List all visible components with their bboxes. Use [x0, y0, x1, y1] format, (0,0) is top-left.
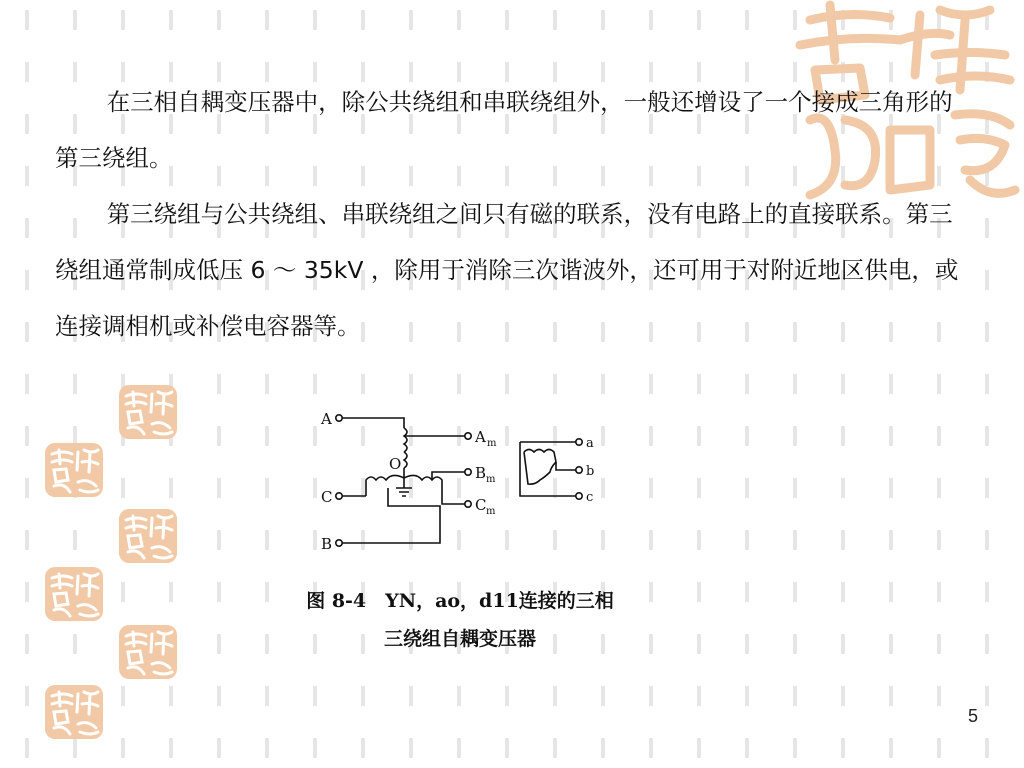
background-dash — [937, 686, 941, 706]
background-dash — [25, 374, 29, 394]
background-dash — [169, 686, 173, 706]
background-dash — [745, 478, 749, 498]
background-dash — [745, 10, 749, 30]
background-dash — [409, 686, 413, 706]
background-dash — [649, 478, 653, 498]
seal-watermark-small — [118, 624, 178, 680]
background-dash — [25, 582, 29, 602]
terminal-label-bm: B — [475, 464, 487, 482]
background-dash — [505, 374, 509, 394]
background-dash — [841, 530, 845, 550]
background-dash — [793, 634, 797, 654]
background-dash — [265, 478, 269, 498]
background-dash — [361, 10, 365, 30]
background-dash — [505, 10, 509, 30]
background-dash — [745, 530, 749, 550]
background-dash — [457, 738, 461, 758]
terminal-label-a: A — [321, 410, 332, 428]
background-dash — [121, 478, 125, 498]
background-dash — [937, 426, 941, 446]
background-dash — [217, 582, 221, 602]
background-dash — [649, 426, 653, 446]
background-dash — [73, 530, 77, 550]
background-dash — [313, 10, 317, 30]
background-dash — [937, 582, 941, 602]
background-dash — [649, 10, 653, 30]
background-dash — [457, 10, 461, 30]
background-dash — [409, 738, 413, 758]
background-dash — [457, 374, 461, 394]
background-dash — [793, 686, 797, 706]
background-dash — [649, 738, 653, 758]
background-dash — [745, 686, 749, 706]
background-dash — [649, 374, 653, 394]
background-dash — [25, 218, 29, 238]
background-dash — [985, 270, 989, 290]
background-dash — [25, 10, 29, 30]
background-dash — [553, 374, 557, 394]
delta-terminal-c: c — [586, 490, 594, 505]
terminal-label-cm: C — [475, 496, 487, 514]
background-dash — [121, 582, 125, 602]
background-dash — [889, 634, 893, 654]
background-dash — [169, 478, 173, 498]
seal-watermark-small — [44, 684, 104, 740]
background-dash — [745, 738, 749, 758]
background-dash — [313, 738, 317, 758]
background-dash — [985, 582, 989, 602]
neutral-label-o: O — [389, 455, 402, 473]
background-dash — [889, 374, 893, 394]
background-dash — [841, 738, 845, 758]
background-dash — [553, 686, 557, 706]
background-dash — [265, 10, 269, 30]
background-dash — [121, 686, 125, 706]
background-dash — [889, 426, 893, 446]
background-dash — [25, 114, 29, 134]
background-dash — [169, 582, 173, 602]
background-dash — [841, 478, 845, 498]
paragraph-third-winding-intro: 在三相自耦变压器中，除公共绕组和串联绕组外，一般还增设了一个接成三角形的第三绕组。 — [55, 88, 953, 172]
background-dash — [361, 738, 365, 758]
background-dash — [841, 374, 845, 394]
background-dash — [937, 478, 941, 498]
background-dash — [265, 530, 269, 550]
background-dash — [985, 322, 989, 342]
background-dash — [217, 738, 221, 758]
background-dash — [313, 686, 317, 706]
background-dash — [25, 738, 29, 758]
background-dash — [937, 634, 941, 654]
background-dash — [121, 10, 125, 30]
background-dash — [121, 738, 125, 758]
background-dash — [25, 426, 29, 446]
figure-caption-line1: 图 8-4 YN，ao，d11连接的三相 — [306, 590, 614, 612]
background-dash — [73, 634, 77, 654]
background-dash — [745, 426, 749, 446]
background-dash — [601, 374, 605, 394]
terminal-label-am: A — [475, 428, 486, 446]
background-dash — [937, 738, 941, 758]
background-dash — [25, 478, 29, 498]
background-dash — [697, 478, 701, 498]
background-dash — [25, 322, 29, 342]
background-dash — [505, 686, 509, 706]
background-dash — [25, 530, 29, 550]
background-dash — [889, 738, 893, 758]
background-dash — [169, 738, 173, 758]
background-dash — [889, 686, 893, 706]
background-dash — [361, 374, 365, 394]
background-dash — [697, 10, 701, 30]
background-dash — [505, 738, 509, 758]
seal-watermark-small — [118, 384, 178, 440]
background-dash — [985, 426, 989, 446]
background-dash — [697, 530, 701, 550]
background-dash — [457, 686, 461, 706]
seal-watermark-small — [44, 566, 104, 622]
terminal-label-bm-sub: m — [486, 474, 496, 485]
background-dash — [745, 582, 749, 602]
background-dash — [601, 10, 605, 30]
background-dash — [793, 582, 797, 602]
background-dash — [217, 10, 221, 30]
background-dash — [793, 530, 797, 550]
background-dash — [985, 478, 989, 498]
background-dash — [985, 374, 989, 394]
background-dash — [217, 374, 221, 394]
paragraph-third-winding-details: 第三绕组与公共绕组、串联绕组之间只有磁的联系，没有电路上的直接联系。第三绕组通常制成低压 6 ～ 35kV ，除用于消除三次谐波外，还可用于对附近地区供电，或连接调相机或补偿电容器等。 — [55, 200, 959, 340]
background-dash — [889, 582, 893, 602]
background-dash — [697, 374, 701, 394]
background-dash — [697, 582, 701, 602]
background-dash — [73, 10, 77, 30]
background-dash — [169, 10, 173, 30]
background-dash — [265, 374, 269, 394]
background-dash — [25, 686, 29, 706]
terminal-label-cm-sub: m — [486, 506, 496, 517]
background-dash — [889, 530, 893, 550]
background-dash — [937, 530, 941, 550]
background-dash — [745, 374, 749, 394]
background-dash — [73, 738, 77, 758]
background-dash — [937, 374, 941, 394]
background-dash — [25, 166, 29, 186]
background-dash — [601, 686, 605, 706]
background-dash — [697, 426, 701, 446]
background-dash — [601, 738, 605, 758]
background-dash — [985, 530, 989, 550]
background-dash — [697, 634, 701, 654]
seal-watermark-small — [118, 508, 178, 564]
delta-terminal-a: a — [586, 436, 594, 451]
background-dash — [697, 738, 701, 758]
background-dash — [841, 634, 845, 654]
background-dash — [217, 530, 221, 550]
terminal-label-am-sub: m — [487, 438, 497, 449]
background-dash — [553, 10, 557, 30]
background-dash — [217, 634, 221, 654]
background-dash — [265, 738, 269, 758]
background-dash — [217, 426, 221, 446]
background-dash — [985, 634, 989, 654]
background-dash — [745, 634, 749, 654]
background-dash — [409, 10, 413, 30]
delta-terminal-b: b — [586, 464, 595, 479]
background-dash — [985, 686, 989, 706]
background-dash — [841, 582, 845, 602]
background-dash — [73, 374, 77, 394]
background-dash — [553, 738, 557, 758]
background-dash — [985, 218, 989, 238]
background-dash — [697, 686, 701, 706]
seal-watermark-small — [44, 442, 104, 498]
background-dash — [841, 426, 845, 446]
background-dash — [217, 478, 221, 498]
terminal-label-c: C — [321, 488, 333, 506]
background-dash — [25, 270, 29, 290]
page-number: 5 — [967, 706, 978, 726]
terminal-label-b: B — [321, 535, 333, 553]
background-dash — [313, 374, 317, 394]
figure-caption-line2: 三绕组自耦变压器 — [383, 628, 536, 650]
background-dash — [985, 738, 989, 758]
background-dash — [793, 738, 797, 758]
background-dash — [25, 62, 29, 82]
background-dash — [265, 426, 269, 446]
background-dash — [361, 686, 365, 706]
background-dash — [265, 686, 269, 706]
background-dash — [217, 686, 221, 706]
background-dash — [649, 686, 653, 706]
background-dash — [649, 530, 653, 550]
background-dash — [841, 686, 845, 706]
background-dash — [793, 426, 797, 446]
background-dash — [793, 478, 797, 498]
background-dash — [409, 374, 413, 394]
background-dash — [889, 478, 893, 498]
background-dash — [793, 374, 797, 394]
background-dash — [25, 634, 29, 654]
